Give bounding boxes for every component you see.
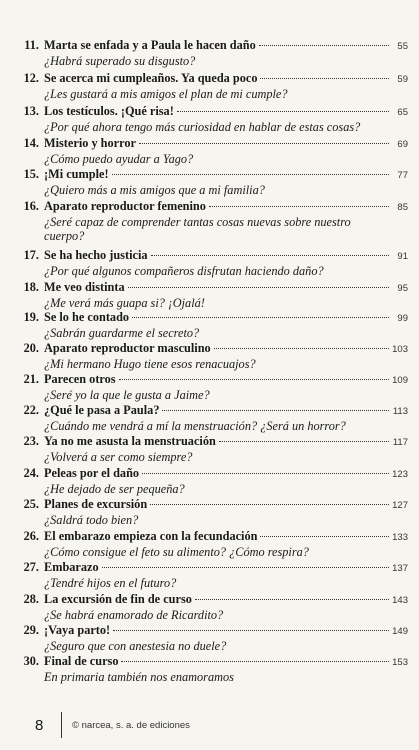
chapter-page-number: 91 [397,251,408,262]
chapter-subtitle: ¿Cómo puedo ayudar a Yago? [44,152,194,166]
chapter-title: ¡Mi cumple! [44,167,109,181]
dot-leader [142,473,389,474]
dot-leader [139,143,389,144]
toc-entry-heading [20,592,408,608]
chapter-number: 25. [23,497,39,511]
toc-entry[interactable] [20,372,408,402]
chapter-title: Planes de excursión [44,497,148,511]
chapter-page-number: 117 [392,437,408,448]
chapter-subtitle: ¿Habrá superado su disgusto? [44,54,196,68]
chapter-page-number: 59 [397,74,408,85]
toc-entry-heading [20,434,408,450]
chapter-number: 29. [23,623,39,637]
chapter-title: Marta se enfada y a Paula le hacen daño [44,38,256,52]
dot-leader [162,410,389,411]
chapter-title: Ya no me asusta la menstruación [44,434,216,448]
toc-entry[interactable] [20,167,408,197]
toc-entry[interactable] [20,592,408,622]
dot-leader [121,661,389,662]
chapter-subtitle: ¿Por qué ahora tengo más curiosidad en hablar de estas cosas? [44,120,361,134]
dot-leader [128,287,389,288]
chapter-subtitle: ¿He dejado de ser pequeña? [44,482,185,496]
chapter-page-number: 65 [397,107,408,118]
dot-leader [260,536,389,537]
chapter-title: Se lo he contado [44,310,130,324]
toc-entry[interactable] [20,310,408,340]
toc-entry[interactable] [20,403,408,433]
toc-entry-heading [20,136,408,152]
chapter-page-number: 153 [392,657,408,668]
chapter-page-number: 95 [397,283,408,294]
chapter-title: Se acerca mi cumpleaños. Ya queda poco [44,71,258,85]
toc-entry[interactable] [20,560,408,590]
toc-entry[interactable] [20,71,408,101]
dot-leader [260,78,389,79]
chapter-number: 12. [23,71,39,85]
chapter-subtitle: ¿Cuándo me vendrá a mí la menstruación? ¿Será un horror? [44,419,346,433]
chapter-subtitle: ¿Sabrán guardarme el secreto? [44,326,200,340]
chapter-title: ¿Qué le pasa a Paula? [44,403,160,417]
chapter-title: La excursión de fin de curso [44,592,192,606]
chapter-subtitle: ¿Seguro que con anestesia no duele? [44,639,227,653]
chapter-subtitle: ¿Se habrá enamorado de Ricardito? [44,608,224,622]
toc-entry-heading [20,199,408,215]
dot-leader [112,174,389,175]
toc-entry[interactable] [20,497,408,527]
toc-entry[interactable] [20,341,408,371]
chapter-page-number: 123 [392,469,408,480]
toc-entry-heading [20,38,408,54]
toc-entry-heading [20,341,408,357]
chapter-page-number: 69 [397,139,408,150]
chapter-title: Peleas por el daño [44,466,140,480]
toc-entry-heading [20,497,408,513]
toc-entry-heading [20,167,408,183]
toc-entry[interactable] [20,434,408,464]
chapter-title: Me veo distinta [44,280,125,294]
chapter-subtitle: cuerpo? [44,229,85,243]
toc-entry[interactable] [20,199,408,243]
toc-entry-heading [20,280,408,296]
chapter-page-number: 109 [392,375,408,386]
chapter-subtitle: ¿Seré yo la que le gusta a Jaime? [44,388,210,402]
dot-leader [214,348,389,349]
chapter-title: Embarazo [44,560,99,574]
dot-leader [113,630,389,631]
page-number: 8 [35,716,44,734]
chapter-subtitle: ¿Me verá más guapa si? ¡Ojalá! [44,296,205,310]
toc-entry-heading [20,310,408,326]
chapter-page-number: 77 [397,170,408,181]
chapter-number: 19. [23,310,39,324]
chapter-page-number: 143 [392,595,408,606]
chapter-number: 26. [23,529,39,543]
toc-entry[interactable] [20,38,408,68]
toc-entry-heading [20,654,408,670]
chapter-subtitle: ¿Quiero más a mis amigos que a mi familia? [44,183,265,197]
toc-entry-heading [20,372,408,388]
chapter-subtitle: ¿Por qué algunos compañeros disfrutan haciendo daño? [44,264,324,278]
chapter-number: 22. [23,403,39,417]
copyright-notice: © narcea, s. a. de ediciones [72,719,190,731]
toc-entry[interactable] [20,104,408,134]
chapter-title: Parecen otros [44,372,116,386]
chapter-subtitle: ¿Les gustará a mis amigos el plan de mi cumple? [44,87,288,101]
dot-leader [102,567,389,568]
toc-entry-heading [20,623,408,639]
chapter-title: Final de curso [44,654,119,668]
chapter-title: ¡Vaya parto! [44,623,111,637]
dot-leader [219,441,389,442]
chapter-page-number: 133 [392,532,408,543]
chapter-title: Aparato reproductor femenino [44,199,206,213]
toc-entry[interactable] [20,136,408,166]
chapter-number: 15. [23,167,39,181]
chapter-number: 17. [23,248,39,262]
dot-leader [150,504,389,505]
chapter-number: 11. [24,38,39,52]
chapter-title: El embarazo empieza con la fecundación [44,529,258,543]
chapter-page-number: 113 [392,406,408,417]
chapter-page-number: 149 [392,626,408,637]
chapter-number: 14. [23,136,39,150]
toc-entry[interactable] [20,654,408,684]
toc-entry[interactable] [20,248,408,278]
dot-leader [209,206,389,207]
chapter-page-number: 103 [392,344,408,355]
chapter-number: 23. [23,434,39,448]
chapter-number: 21. [23,372,39,386]
toc-entry-heading [20,403,408,419]
chapter-subtitle: ¿Volverá a ser como siempre? [44,450,193,464]
toc-entry[interactable] [20,466,408,496]
chapter-subtitle: ¿Tendré hijos en el futuro? [44,576,177,590]
toc-entry-heading [20,529,408,545]
chapter-number: 16. [23,199,39,213]
chapter-number: 24. [23,466,39,480]
page-footer [35,710,395,740]
chapter-number: 18. [23,280,39,294]
toc-entry[interactable] [20,529,408,559]
chapter-title: Se ha hecho justicia [44,248,148,262]
chapter-number: 13. [23,104,39,118]
toc-entry-heading [20,248,408,264]
chapter-number: 27. [23,560,39,574]
chapter-page-number: 99 [397,313,408,324]
dot-leader [195,599,389,600]
chapter-subtitle: En primaria también nos enamoramos [44,670,234,684]
chapter-page-number: 55 [397,41,408,52]
chapter-subtitle: ¿Mi hermano Hugo tiene esos renacuajos? [44,357,256,371]
footer-divider [61,712,62,738]
toc-entry-heading [20,466,408,482]
toc-entry-heading [20,560,408,576]
chapter-title: Los testículos. ¡Qué risa! [44,104,174,118]
chapter-number: 20. [23,341,39,355]
toc-entry-heading [20,71,408,87]
dot-leader [259,45,389,46]
chapter-title: Aparato reproductor masculino [44,341,211,355]
toc-entry[interactable] [20,280,408,310]
toc-entry[interactable] [20,623,408,653]
chapter-number: 28. [23,592,39,606]
chapter-number: 30. [23,654,39,668]
dot-leader [132,317,389,318]
chapter-subtitle: ¿Seré capaz de comprender tantas cosas nuevas sobre nuestro [44,215,351,229]
dot-leader [151,255,389,256]
toc-entry-heading [20,104,408,120]
chapter-title: Misterio y horror [44,136,136,150]
chapter-page-number: 137 [392,563,408,574]
chapter-page-number: 85 [397,202,408,213]
dot-leader [119,379,389,380]
chapter-subtitle: ¿Cómo consigue el feto su alimento? ¿Cómo respira? [44,545,309,559]
chapter-page-number: 127 [392,500,408,511]
chapter-subtitle: ¿Saldrá todo bien? [44,513,139,527]
dot-leader [177,111,389,112]
